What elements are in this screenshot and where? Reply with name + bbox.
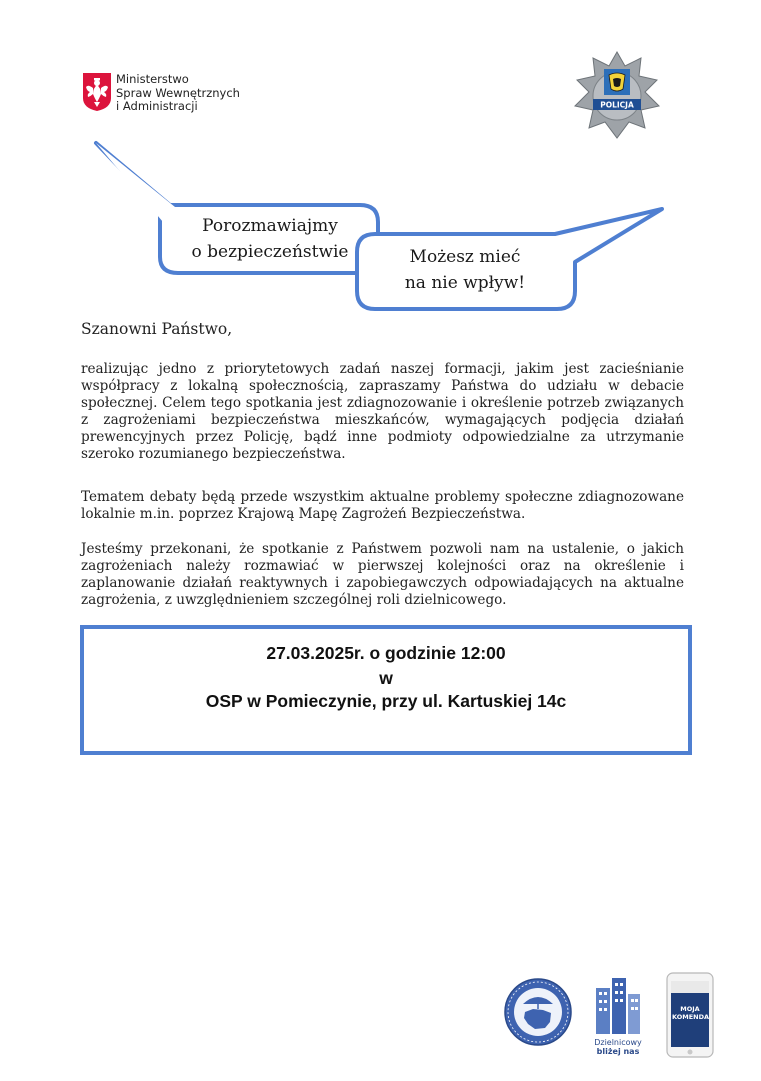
bubble-right-text: Możesz mieć na nie wpływ! <box>404 247 526 293</box>
event-date: 27.03.2025r. o godzinie 12:00 <box>266 643 506 663</box>
police-badge-label: POLICJA <box>600 100 634 110</box>
polish-eagle-icon <box>82 72 112 112</box>
event-location: OSP w Pomieczynie, przy ul. Kartuskiej 14c <box>205 691 567 711</box>
speech-bubbles <box>0 130 761 330</box>
event-connector: w <box>379 668 393 688</box>
salutation: Szanowni Państwo, <box>81 320 233 338</box>
ministry-name: Ministerstwo Spraw Wewnętrznych i Administracji <box>116 72 240 113</box>
paragraph-topic: Tematem debaty będą przede wszystkim aktualne problemy społeczne zdiagnozowane lokalnie m.in. poprzez Krajową Mapę Zagrożeń Bezpieczeństwa. <box>81 489 684 522</box>
buildings-icon <box>590 974 646 1036</box>
national-threat-map-logo <box>503 976 573 1048</box>
paragraph-intro: realizując jedno z priorytetowych zadań naszej formacji, jakim jest zacieśnianie współpracy z lokalną społecznością, zapraszamy Państwa do udziału w debacie społecznej. Celem tego spotkania jest zdiagnozowanie i określenie potrzeb związanych z zagrożeniami bezpieczeństwa mieszkańców, wymagających podjęcia działań prewencyjnych przez Policję, bądź inne podmioty odpowiedzialne za utrzymanie szeroko rozumianego bezpieczeństwa. <box>81 361 684 462</box>
moja-komenda-app-logo: MOJA KOMENDA <box>666 972 714 1058</box>
bubble-left-text: Porozmawiajmy o bezpieczeństwie <box>191 216 349 262</box>
dzielnicowy-logo: Dzielnicowy bliżej nas <box>590 974 646 1064</box>
ministry-logo <box>82 72 242 116</box>
police-star-logo <box>571 51 663 141</box>
paragraph-purpose: Jesteśmy przekonani, że spotkanie z Państwem pozwoli nam na ustalenie, o jakich zagrożeniach należy rozmawiać w pierwszej kolejności oraz na określenie i zaplanowanie działań reaktywnych i zapobiegawczych odpowiadających na aktualne zagrożenia, z uwzględnieniem szczególnej roli dzielnicowego. <box>81 541 684 608</box>
event-info-box <box>80 625 692 755</box>
